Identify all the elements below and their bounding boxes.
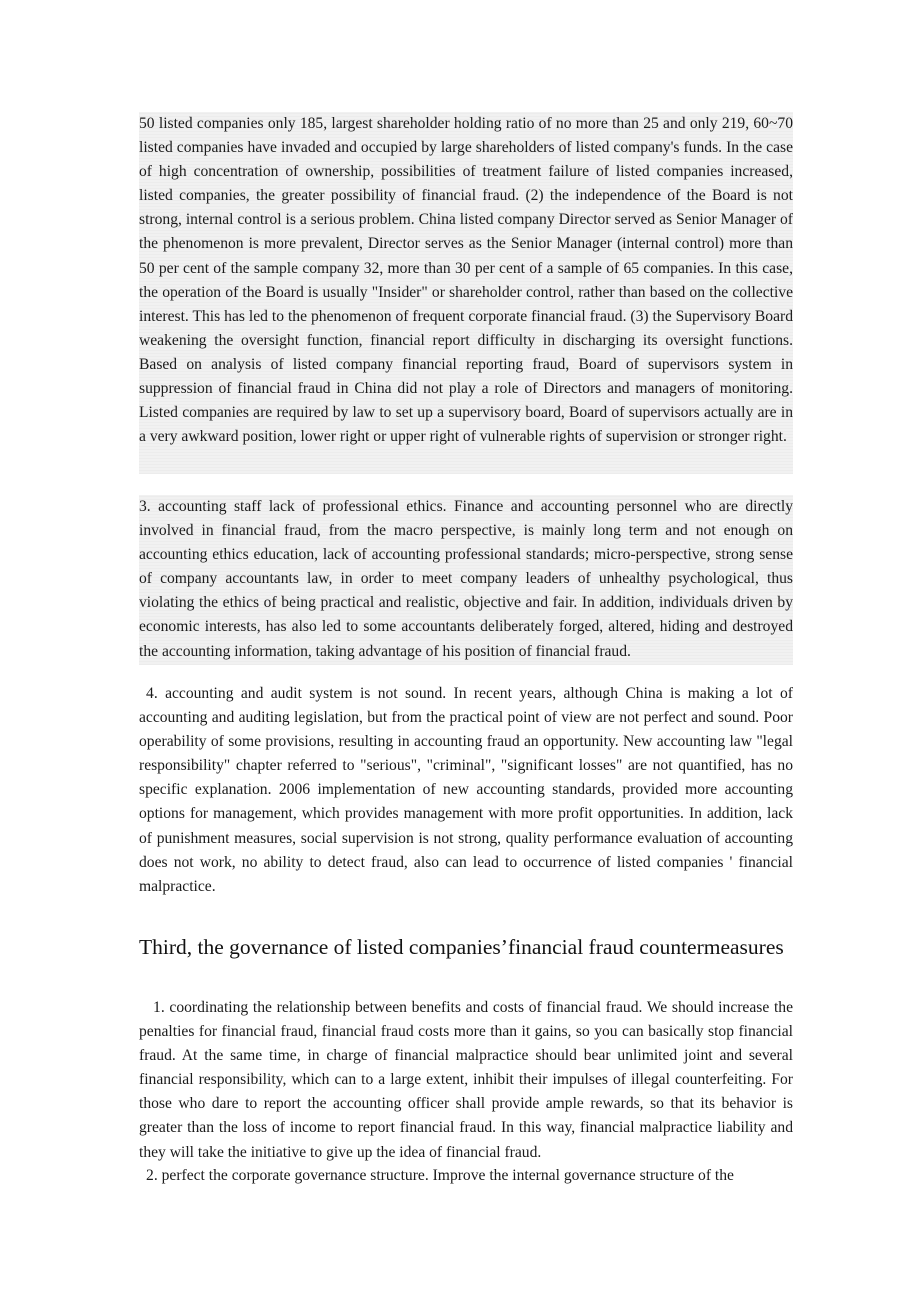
- paragraph-accounting-ethics: 3. accounting staff lack of professional ethics. Finance and accounting personnel who are directly involved in financial fraud, from the macro perspective, is mainly long term and not enough on accounting ethics education, lack of accounting professional standards; micro-perspective, strong sense of company accountants law, in order to meet company leaders of unhealthy psychological, thus violating the ethics of being practical and realistic, objective and fair. In addition, individuals driven by economic interests, has also led to some accountants deliberately forged, altered, hiding and destroyed the accounting information, taking advantage of his position of financial fraud.: [139, 495, 793, 665]
- paragraph-benefits-costs: 1. coordinating the relationship between benefits and costs of financial fraud. We should increase the penalties for financial fraud, financial fraud costs more than it gains, so you can basically stop financial fraud. At the same time, in charge of financial malpractice should bear unlimited joint and several financial responsibility, which can to a large extent, inhibit their impulses of illegal counterfeiting. For those who dare to report the accounting officer shall provide ample rewards, so that its behavior is greater than the loss of income to report financial fraud. In this way, financial malpractice liability and they will take the initiative to give up the idea of financial fraud.: [139, 999, 793, 1161]
- paragraph-governance-structure: 2. perfect the corporate governance structure. Improve the internal governance structure of the: [146, 1167, 734, 1184]
- paragraph-accounting-audit-system: 4. accounting and audit system is not sound. In recent years, although China is making a lot of accounting and auditing legislation, but from the practical point of view are not perfect and sound. Poor operability of some provisions, resulting in accounting fraud an opportunity. New accounting law "legal responsibility" chapter referred to "serious", "criminal", "significant losses" are not quantified, has no specific explanation. 2006 implementation of new accounting standards, provided more accounting options for management, which provides management with more profit opportunities. In addition, lack of punishment measures, social supervision is not strong, quality performance evaluation of accounting does not work, no ability to detect fraud, also can lead to occurrence of listed companies ' financial malpractice.: [139, 685, 793, 895]
- section-heading-countermeasures: Third, the governance of listed companies’financial fraud countermeasures: [139, 935, 784, 959]
- paragraph-ownership-and-board: 50 listed companies only 185, largest shareholder holding ratio of no more than 25 and only 219, 60~70 listed companies have invaded and occupied by large shareholders of listed company's funds. In the case of high concentration of ownership, possibilities of treatment failure of listed companies increased, listed companies, the greater possibility of financial fraud. (2) the independence of the Board is not strong, internal control is a serious problem. China listed company Director served as Senior Manager of the phenomenon is more prevalent, Director serves as the Senior Manager (internal control) more than 50 per cent of the sample company 32, more than 30 per cent of a sample of 65 companies. In this case, the operation of the Board is usually "Insider" or shareholder control, rather than based on the collective interest. This has led to the phenomenon of frequent corporate financial fraud. (3) the Supervisory Board weakening the oversight function, financial report difficulty in discharging its oversight functions. Based on analysis of listed company financial reporting fraud, Board of supervisors system in suppression of financial fraud in China did not play a role of Directors and managers of monitoring. Listed companies are required by law to set up a supervisory board, Board of supervisors actually are in a very awkward position, lower right or upper right of vulnerable rights of supervision or stronger right.: [139, 112, 793, 474]
